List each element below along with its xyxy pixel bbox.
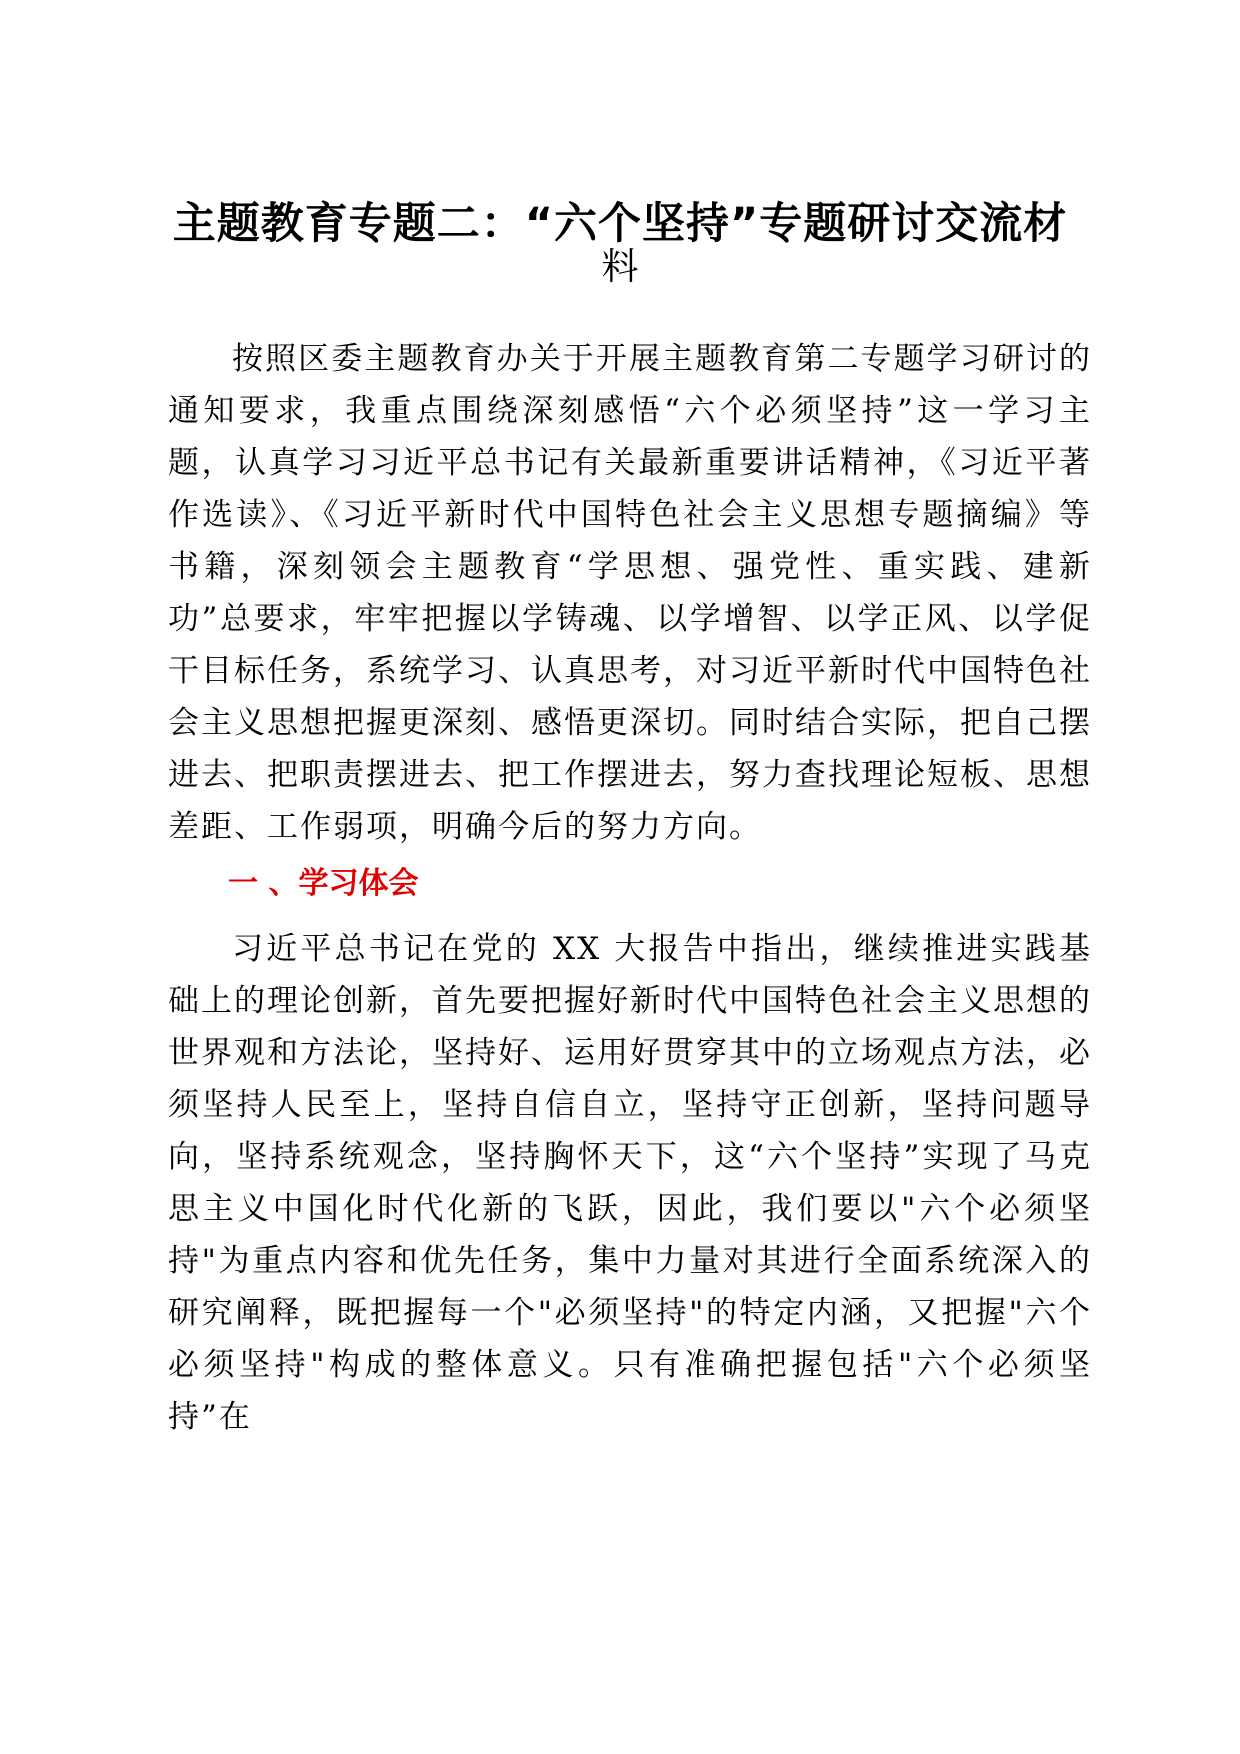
section-heading-study-experience: 一 、学习体会 [228, 866, 419, 901]
document-title: 主题教育专题二：“六个坚持”专题研讨交流材 [172, 199, 1068, 249]
document-title-continuation: 料 [601, 245, 639, 288]
body-paragraph: 习近平总书记在党的 XX 大报告中指出，继续推进实践基础上的理论创新，首先要把握好新时代中国特色社会主义思想的世界观和方法论，坚持好、运用好贯穿其中的立场观点方法，必须坚持人民至上，坚持自信自立，坚持守正创新，坚持问题导向，坚持系统观念，坚持胸怀天下，这“六个坚持”实现了马克思主义中国化时代化新的飞跃，因此，我们要以"六个必须坚持"为重点内容和优先任务，集中力量对其进行全面系统深入的研究阐释，既把握每一个"必须坚持"的特定内涵，又把握"六个必须坚持"构成的整体意义。只有准确把握包括"六个必须坚持”在 [168, 931, 1092, 1435]
intro-paragraph: 按照区委主题教育办关于开展主题教育第二专题学习研讨的通知要求，我重点围绕深刻感悟“六个必须坚持”这一学习主题，认真学习习近平总书记有关最新重要讲话精神，《习近平著作选读》、《习近平新时代中国特色社会主义思想专题摘编》等书籍，深刻领会主题教育“学思想、强党性、重实践、建新功”总要求，牢牢把握以学铸魂、以学增智、以学正风、以学促干目标任务，系统学习、认真思考，对习近平新时代中国特色社会主义思想把握更深刻、感悟更深切。同时结合实际，把自己摆进去、把职责摆进去、把工作摆进去，努力查找理论短板、思想差距、工作弱项，明确今后的努力方向。 [168, 341, 1092, 845]
